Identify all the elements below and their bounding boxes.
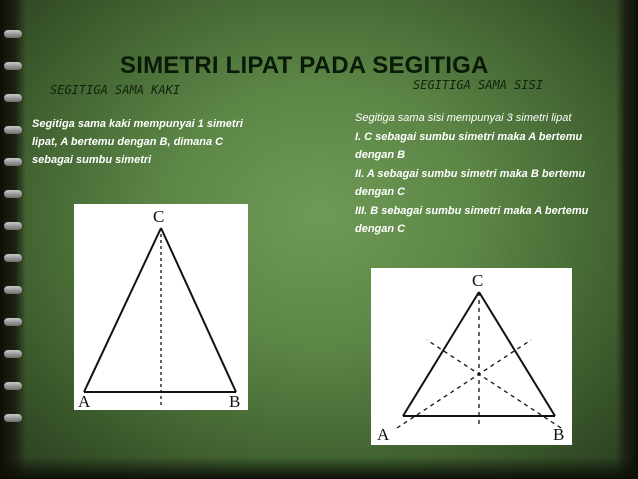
triangle-side-left <box>403 292 479 416</box>
left-border <box>0 0 26 479</box>
symmetry-item-3: III. B sebagai sumbu simetri maka A bertemu dengan C <box>355 204 589 235</box>
triangle-side-right <box>479 292 555 416</box>
vertex-label-c: C <box>153 207 165 226</box>
right-border <box>616 0 638 479</box>
binder-ring <box>4 222 22 230</box>
right-intro: Segitiga sama sisi mempunyai 3 simetri lipat <box>355 112 572 124</box>
triangle-side-right <box>161 228 236 392</box>
binder-ring <box>4 382 22 390</box>
binder-ring <box>4 62 22 70</box>
binder-ring <box>4 318 22 326</box>
right-subtitle: SEGITIGA SAMA SISI <box>413 78 544 92</box>
symmetry-axis-b <box>427 340 561 428</box>
binder-ring <box>4 30 22 38</box>
slide-title: SIMETRI LIPAT PADA SEGITIGA <box>120 52 489 79</box>
left-description: Segitiga sama kaki mempunyai 1 simetri lipat, A bertemu dengan B, dimana C sebagai sumbu simetri <box>32 118 243 166</box>
vertex-label-c: C <box>472 271 484 290</box>
right-description <box>355 109 620 239</box>
binder-ring <box>4 158 22 166</box>
binder-ring <box>4 286 22 294</box>
binder-ring <box>4 254 22 262</box>
triangle-side-left <box>84 228 161 392</box>
symmetry-item-2: II. A sebagai sumbu simetri maka B bertemu dengan C <box>355 167 586 198</box>
vertex-label-a: A <box>377 425 390 444</box>
bottom-border <box>0 457 638 479</box>
isosceles-triangle-figure <box>74 204 248 410</box>
equilateral-triangle-figure <box>371 268 572 445</box>
symmetry-item-1: I. C sebagai sumbu simetri maka A bertemu dengan B <box>355 130 583 161</box>
binder-ring <box>4 126 22 134</box>
binder-ring <box>4 350 22 358</box>
symmetry-axis-a <box>397 340 531 428</box>
vertex-label-b: B <box>553 425 565 444</box>
vertex-label-b: B <box>229 392 241 410</box>
binder-ring <box>4 190 22 198</box>
vertex-label-a: A <box>78 392 91 410</box>
left-subtitle: SEGITIGA SAMA KAKI <box>50 83 181 97</box>
binder-ring <box>4 414 22 422</box>
binder-ring <box>4 94 22 102</box>
